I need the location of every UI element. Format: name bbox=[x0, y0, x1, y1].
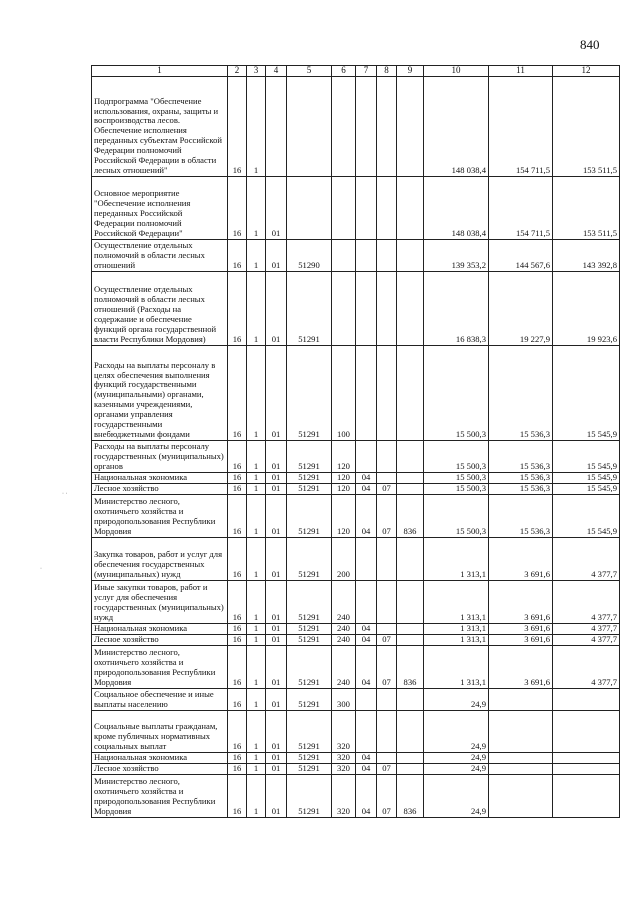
amount-col12-cell: 4 377,7 bbox=[553, 537, 620, 580]
col4-cell: 01 bbox=[266, 176, 287, 239]
amount-col11-cell: 3 691,6 bbox=[489, 645, 553, 688]
amount-col12-cell: 4 377,7 bbox=[553, 634, 620, 645]
col4-cell: 01 bbox=[266, 634, 287, 645]
col5-cell: 51291 bbox=[287, 271, 332, 345]
row-name-cell: Лесное хозяйство bbox=[92, 483, 228, 494]
col3-cell: 1 bbox=[247, 483, 266, 494]
budget-table bbox=[91, 65, 620, 818]
col6-cell bbox=[332, 239, 356, 271]
col7-cell bbox=[356, 76, 377, 176]
col8-cell bbox=[377, 688, 397, 710]
col6-cell: 100 bbox=[332, 345, 356, 440]
amount-col12-cell: 4 377,7 bbox=[553, 645, 620, 688]
col2-cell: 16 bbox=[228, 440, 247, 472]
col8-cell: 07 bbox=[377, 774, 397, 817]
col9-cell bbox=[397, 752, 424, 763]
amount-col11-cell bbox=[489, 710, 553, 752]
col3-cell: 1 bbox=[247, 76, 266, 176]
amount-col10-cell: 15 500,3 bbox=[424, 472, 489, 483]
col6-cell: 320 bbox=[332, 763, 356, 774]
col8-cell bbox=[377, 537, 397, 580]
amount-col12-cell bbox=[553, 763, 620, 774]
col3-cell: 1 bbox=[247, 345, 266, 440]
col8-cell bbox=[377, 176, 397, 239]
col8-cell: 07 bbox=[377, 763, 397, 774]
col4-cell: 01 bbox=[266, 483, 287, 494]
col7-cell bbox=[356, 271, 377, 345]
col9-cell bbox=[397, 623, 424, 634]
table-row bbox=[92, 645, 620, 688]
col5-cell: 51291 bbox=[287, 623, 332, 634]
amount-col10-cell: 15 500,3 bbox=[424, 440, 489, 472]
col2-cell: 16 bbox=[228, 483, 247, 494]
col4-cell: 01 bbox=[266, 623, 287, 634]
col7-cell: 04 bbox=[356, 752, 377, 763]
col4-cell: 01 bbox=[266, 239, 287, 271]
col3-cell: 1 bbox=[247, 440, 266, 472]
col6-cell: 120 bbox=[332, 440, 356, 472]
amount-col10-cell: 1 313,1 bbox=[424, 645, 489, 688]
col2-cell: 16 bbox=[228, 688, 247, 710]
col7-cell bbox=[356, 688, 377, 710]
table-row bbox=[92, 580, 620, 623]
amount-col10-cell: 1 313,1 bbox=[424, 580, 489, 623]
col2-cell: 16 bbox=[228, 494, 247, 537]
col6-cell: 320 bbox=[332, 774, 356, 817]
col9-cell bbox=[397, 688, 424, 710]
amount-col10-cell: 15 500,3 bbox=[424, 483, 489, 494]
col4-cell: 01 bbox=[266, 774, 287, 817]
amount-col10-cell: 1 313,1 bbox=[424, 623, 489, 634]
col9-cell bbox=[397, 176, 424, 239]
amount-col11-cell: 144 567,6 bbox=[489, 239, 553, 271]
col2-cell: 16 bbox=[228, 537, 247, 580]
amount-col10-cell: 16 838,3 bbox=[424, 271, 489, 345]
amount-col11-cell: 15 536,3 bbox=[489, 483, 553, 494]
col3-cell: 1 bbox=[247, 774, 266, 817]
col6-cell: 320 bbox=[332, 710, 356, 752]
col4-cell: 01 bbox=[266, 494, 287, 537]
row-name-cell: Расходы на выплаты персоналу государственных (муниципальных) органов bbox=[92, 440, 228, 472]
col8-cell: 07 bbox=[377, 494, 397, 537]
row-name-cell: Национальная экономика bbox=[92, 623, 228, 634]
row-name-cell: Осуществление отдельных полномочий в области лесных отношений (Расходы на содержание и обеспечение функций органа государственной власти Республики Мордовия) bbox=[92, 271, 228, 345]
amount-col10-cell: 24,9 bbox=[424, 774, 489, 817]
amount-col12-cell bbox=[553, 774, 620, 817]
row-name-cell: Министерство лесного, охотничьего хозяйства и природопользования Республики Мордовия bbox=[92, 645, 228, 688]
col6-cell bbox=[332, 176, 356, 239]
col9-cell bbox=[397, 76, 424, 176]
col4-cell: 01 bbox=[266, 271, 287, 345]
col4-cell: 01 bbox=[266, 763, 287, 774]
header-cell-11: 11 bbox=[489, 66, 553, 77]
row-name-cell: Национальная экономика bbox=[92, 472, 228, 483]
col5-cell: 51291 bbox=[287, 472, 332, 483]
table-row bbox=[92, 688, 620, 710]
col6-cell: 120 bbox=[332, 483, 356, 494]
table-row bbox=[92, 763, 620, 774]
amount-col10-cell: 15 500,3 bbox=[424, 345, 489, 440]
amount-col12-cell: 15 545,9 bbox=[553, 483, 620, 494]
col9-cell: 836 bbox=[397, 494, 424, 537]
header-cell-7: 7 bbox=[356, 66, 377, 77]
amount-col10-cell: 24,9 bbox=[424, 710, 489, 752]
col7-cell: 04 bbox=[356, 763, 377, 774]
amount-col12-cell: 15 545,9 bbox=[553, 440, 620, 472]
col2-cell: 16 bbox=[228, 472, 247, 483]
col3-cell: 1 bbox=[247, 271, 266, 345]
amount-col10-cell: 24,9 bbox=[424, 688, 489, 710]
table-row bbox=[92, 239, 620, 271]
col8-cell bbox=[377, 752, 397, 763]
col2-cell: 16 bbox=[228, 752, 247, 763]
col8-cell bbox=[377, 345, 397, 440]
col9-cell bbox=[397, 271, 424, 345]
row-name-cell: Закупка товаров, работ и услуг для обеспечения государственных (муниципальных) нужд bbox=[92, 537, 228, 580]
col7-cell bbox=[356, 710, 377, 752]
table-row bbox=[92, 774, 620, 817]
col6-cell: 120 bbox=[332, 494, 356, 537]
amount-col12-cell bbox=[553, 752, 620, 763]
col8-cell bbox=[377, 710, 397, 752]
col8-cell bbox=[377, 623, 397, 634]
col4-cell bbox=[266, 76, 287, 176]
header-cell-10: 10 bbox=[424, 66, 489, 77]
col8-cell bbox=[377, 580, 397, 623]
col9-cell bbox=[397, 763, 424, 774]
col8-cell bbox=[377, 440, 397, 472]
amount-col11-cell: 3 691,6 bbox=[489, 623, 553, 634]
col5-cell bbox=[287, 176, 332, 239]
col3-cell: 1 bbox=[247, 752, 266, 763]
col4-cell: 01 bbox=[266, 580, 287, 623]
col3-cell: 1 bbox=[247, 537, 266, 580]
table-row bbox=[92, 483, 620, 494]
col9-cell: 836 bbox=[397, 774, 424, 817]
col6-cell bbox=[332, 76, 356, 176]
col3-cell: 1 bbox=[247, 239, 266, 271]
amount-col12-cell: 15 545,9 bbox=[553, 494, 620, 537]
amount-col11-cell: 3 691,6 bbox=[489, 537, 553, 580]
amount-col11-cell bbox=[489, 774, 553, 817]
header-cell-9: 9 bbox=[397, 66, 424, 77]
col9-cell bbox=[397, 634, 424, 645]
col9-cell bbox=[397, 239, 424, 271]
col3-cell: 1 bbox=[247, 494, 266, 537]
header-cell-3: 3 bbox=[247, 66, 266, 77]
col5-cell: 51291 bbox=[287, 580, 332, 623]
col7-cell bbox=[356, 440, 377, 472]
amount-col12-cell bbox=[553, 710, 620, 752]
col6-cell: 200 bbox=[332, 537, 356, 580]
row-name-cell: Национальная экономика bbox=[92, 752, 228, 763]
col9-cell bbox=[397, 710, 424, 752]
col2-cell: 16 bbox=[228, 763, 247, 774]
col7-cell: 04 bbox=[356, 774, 377, 817]
col2-cell: 16 bbox=[228, 345, 247, 440]
header-cell-6: 6 bbox=[332, 66, 356, 77]
col6-cell: 300 bbox=[332, 688, 356, 710]
amount-col12-cell: 4 377,7 bbox=[553, 623, 620, 634]
col6-cell: 240 bbox=[332, 634, 356, 645]
row-name-cell: Социальное обеспечение и иные выплаты населению bbox=[92, 688, 228, 710]
amount-col12-cell: 143 392,8 bbox=[553, 239, 620, 271]
col4-cell: 01 bbox=[266, 752, 287, 763]
col2-cell: 16 bbox=[228, 239, 247, 271]
col8-cell bbox=[377, 76, 397, 176]
table-header-row bbox=[92, 66, 620, 77]
col5-cell: 51291 bbox=[287, 688, 332, 710]
amount-col11-cell bbox=[489, 752, 553, 763]
amount-col11-cell bbox=[489, 688, 553, 710]
col2-cell: 16 bbox=[228, 271, 247, 345]
amount-col12-cell: 15 545,9 bbox=[553, 472, 620, 483]
page-number: 840 bbox=[580, 37, 600, 52]
amount-col11-cell: 154 711,5 bbox=[489, 76, 553, 176]
col6-cell: 240 bbox=[332, 580, 356, 623]
col4-cell: 01 bbox=[266, 537, 287, 580]
amount-col10-cell: 148 038,4 bbox=[424, 76, 489, 176]
col2-cell: 16 bbox=[228, 710, 247, 752]
col4-cell: 01 bbox=[266, 440, 287, 472]
col9-cell bbox=[397, 472, 424, 483]
amount-col10-cell: 15 500,3 bbox=[424, 494, 489, 537]
row-name-cell: Основное мероприятие "Обеспечение исполнения переданных Российской Федерации полномочий Российской Федерации" bbox=[92, 176, 228, 239]
table-row bbox=[92, 440, 620, 472]
header-cell-12: 12 bbox=[553, 66, 620, 77]
col3-cell: 1 bbox=[247, 634, 266, 645]
amount-col10-cell: 24,9 bbox=[424, 763, 489, 774]
col7-cell: 04 bbox=[356, 634, 377, 645]
col3-cell: 1 bbox=[247, 710, 266, 752]
amount-col10-cell: 148 038,4 bbox=[424, 176, 489, 239]
row-name-cell: Иные закупки товаров, работ и услуг для обеспечения государственных (муниципальных) нужд bbox=[92, 580, 228, 623]
amount-col12-cell: 15 545,9 bbox=[553, 345, 620, 440]
col3-cell: 1 bbox=[247, 623, 266, 634]
row-name-cell: Лесное хозяйство bbox=[92, 634, 228, 645]
amount-col11-cell: 15 536,3 bbox=[489, 472, 553, 483]
col3-cell: 1 bbox=[247, 176, 266, 239]
amount-col10-cell: 24,9 bbox=[424, 752, 489, 763]
col7-cell: 04 bbox=[356, 472, 377, 483]
col5-cell: 51291 bbox=[287, 494, 332, 537]
scan-artifact: · bbox=[40, 566, 42, 572]
table-row bbox=[92, 623, 620, 634]
amount-col10-cell: 1 313,1 bbox=[424, 537, 489, 580]
col5-cell: 51290 bbox=[287, 239, 332, 271]
col2-cell: 16 bbox=[228, 580, 247, 623]
row-name-cell: Лесное хозяйство bbox=[92, 763, 228, 774]
header-cell-1: 1 bbox=[92, 66, 228, 77]
header-cell-5: 5 bbox=[287, 66, 332, 77]
table-row bbox=[92, 345, 620, 440]
col2-cell: 16 bbox=[228, 623, 247, 634]
col5-cell bbox=[287, 76, 332, 176]
col4-cell: 01 bbox=[266, 472, 287, 483]
col7-cell: 04 bbox=[356, 494, 377, 537]
col7-cell bbox=[356, 537, 377, 580]
amount-col11-cell bbox=[489, 763, 553, 774]
table-row bbox=[92, 271, 620, 345]
header-cell-2: 2 bbox=[228, 66, 247, 77]
col4-cell: 01 bbox=[266, 345, 287, 440]
row-name-cell: Министерство лесного, охотничьего хозяйства и природопользования Республики Мордовия bbox=[92, 774, 228, 817]
col7-cell bbox=[356, 345, 377, 440]
col5-cell: 51291 bbox=[287, 774, 332, 817]
amount-col11-cell: 15 536,3 bbox=[489, 440, 553, 472]
col5-cell: 51291 bbox=[287, 645, 332, 688]
col2-cell: 16 bbox=[228, 774, 247, 817]
amount-col12-cell: 153 511,5 bbox=[553, 76, 620, 176]
col9-cell bbox=[397, 580, 424, 623]
amount-col11-cell: 3 691,6 bbox=[489, 580, 553, 623]
header-cell-4: 4 bbox=[266, 66, 287, 77]
row-name-cell: Осуществление отдельных полномочий в области лесных отношений bbox=[92, 239, 228, 271]
amount-col11-cell: 154 711,5 bbox=[489, 176, 553, 239]
amount-col10-cell: 139 353,2 bbox=[424, 239, 489, 271]
col5-cell: 51291 bbox=[287, 752, 332, 763]
table-row bbox=[92, 472, 620, 483]
col2-cell: 16 bbox=[228, 176, 247, 239]
col5-cell: 51291 bbox=[287, 537, 332, 580]
row-name-cell: Социальные выплаты гражданам, кроме публичных нормативных социальных выплат bbox=[92, 710, 228, 752]
amount-col11-cell: 3 691,6 bbox=[489, 634, 553, 645]
col8-cell bbox=[377, 239, 397, 271]
table-row bbox=[92, 537, 620, 580]
row-name-cell: Расходы на выплаты персоналу в целях обеспечения выполнения функций государственными (муниципальными) органами, казенными учреждениями, органами управления государственными внебюджетными фондами bbox=[92, 345, 228, 440]
col7-cell: 04 bbox=[356, 645, 377, 688]
col4-cell: 01 bbox=[266, 645, 287, 688]
col9-cell: 836 bbox=[397, 645, 424, 688]
col6-cell bbox=[332, 271, 356, 345]
col5-cell: 51291 bbox=[287, 710, 332, 752]
col5-cell: 51291 bbox=[287, 634, 332, 645]
col6-cell: 320 bbox=[332, 752, 356, 763]
amount-col10-cell: 1 313,1 bbox=[424, 634, 489, 645]
col7-cell bbox=[356, 176, 377, 239]
col5-cell: 51291 bbox=[287, 345, 332, 440]
row-name-cell: Министерство лесного, охотничьего хозяйства и природопользования Республики Мордовия bbox=[92, 494, 228, 537]
col9-cell bbox=[397, 440, 424, 472]
col6-cell: 120 bbox=[332, 472, 356, 483]
amount-col12-cell: 4 377,7 bbox=[553, 580, 620, 623]
table-row bbox=[92, 76, 620, 176]
col2-cell: 16 bbox=[228, 76, 247, 176]
col6-cell: 240 bbox=[332, 623, 356, 634]
col5-cell: 51291 bbox=[287, 440, 332, 472]
col8-cell: 07 bbox=[377, 645, 397, 688]
col3-cell: 1 bbox=[247, 472, 266, 483]
col4-cell: 01 bbox=[266, 710, 287, 752]
table-row bbox=[92, 176, 620, 239]
col7-cell bbox=[356, 580, 377, 623]
col3-cell: 1 bbox=[247, 688, 266, 710]
table-row bbox=[92, 710, 620, 752]
col3-cell: 1 bbox=[247, 645, 266, 688]
col8-cell bbox=[377, 472, 397, 483]
header-cell-8: 8 bbox=[377, 66, 397, 77]
amount-col12-cell bbox=[553, 688, 620, 710]
row-name-cell: Подпрограмма "Обеспечение использования, охраны, защиты и воспроизводства лесов. Обеспечение исполнения переданных субъектам Российской Федерации полномочий Российской Федерации в области лесных отношений" bbox=[92, 76, 228, 176]
col3-cell: 1 bbox=[247, 580, 266, 623]
col8-cell bbox=[377, 271, 397, 345]
col7-cell: 04 bbox=[356, 483, 377, 494]
col4-cell: 01 bbox=[266, 688, 287, 710]
col7-cell: 04 bbox=[356, 623, 377, 634]
col9-cell bbox=[397, 483, 424, 494]
col5-cell: 51291 bbox=[287, 763, 332, 774]
amount-col12-cell: 19 923,6 bbox=[553, 271, 620, 345]
table-row bbox=[92, 752, 620, 763]
col5-cell: 51291 bbox=[287, 483, 332, 494]
amount-col11-cell: 19 227,9 bbox=[489, 271, 553, 345]
table-row bbox=[92, 634, 620, 645]
col9-cell bbox=[397, 537, 424, 580]
amount-col11-cell: 15 536,3 bbox=[489, 494, 553, 537]
scan-artifact: · · bbox=[62, 491, 68, 497]
amount-col11-cell: 15 536,3 bbox=[489, 345, 553, 440]
col6-cell: 240 bbox=[332, 645, 356, 688]
col3-cell: 1 bbox=[247, 763, 266, 774]
col8-cell: 07 bbox=[377, 483, 397, 494]
col7-cell bbox=[356, 239, 377, 271]
table-row bbox=[92, 494, 620, 537]
amount-col12-cell: 153 511,5 bbox=[553, 176, 620, 239]
col2-cell: 16 bbox=[228, 634, 247, 645]
col8-cell: 07 bbox=[377, 634, 397, 645]
col2-cell: 16 bbox=[228, 645, 247, 688]
col9-cell bbox=[397, 345, 424, 440]
